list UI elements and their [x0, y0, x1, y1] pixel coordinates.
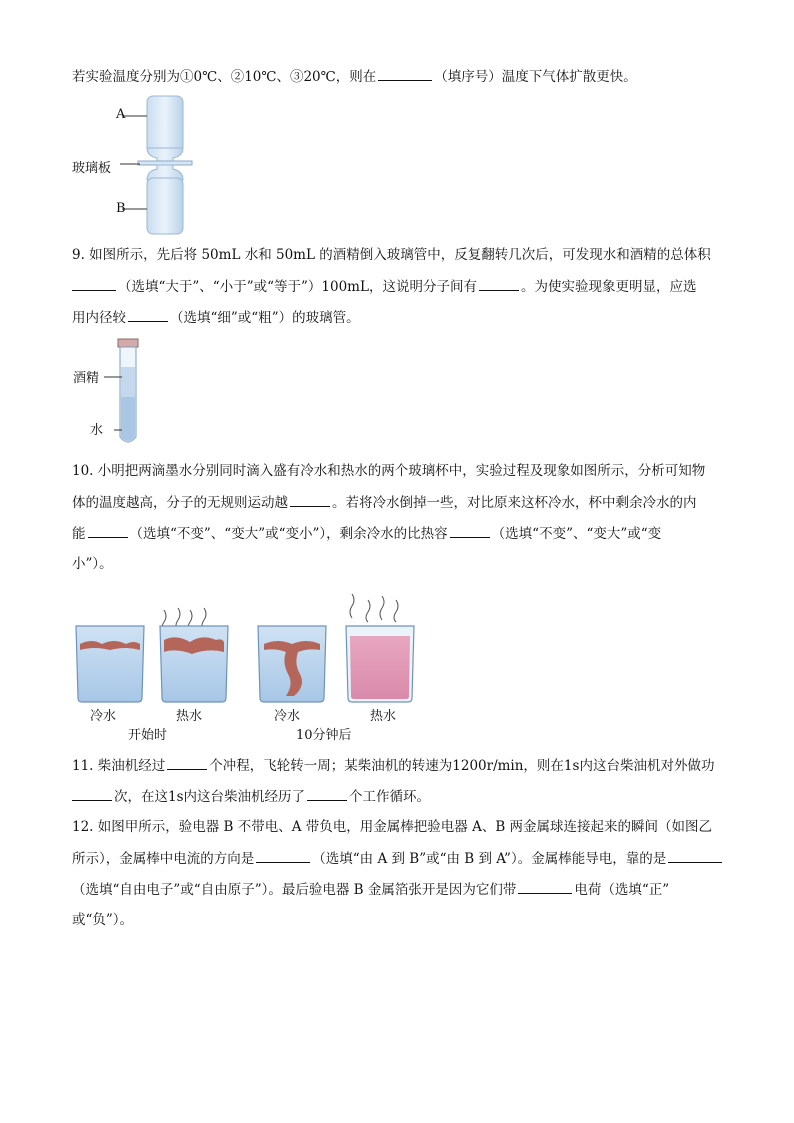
answer-blank[interactable] [72, 276, 116, 291]
beakers-figure [72, 586, 432, 716]
label-bottle-a: A [116, 107, 126, 122]
answer-blank[interactable] [88, 523, 128, 538]
label-cold-start: 冷水 [90, 709, 117, 724]
beaker-hot-start [160, 608, 228, 702]
answer-blank[interactable] [479, 276, 519, 291]
q9-line-2: （选填“大于”、“小于”或“等于”）100mL，这说明分子间有 。为使实验现象更明显，应选 [72, 276, 696, 297]
beaker-cold-after [258, 626, 326, 702]
beaker-hot-after [346, 594, 414, 702]
answer-blank[interactable] [290, 492, 330, 507]
label-hot-after: 热水 [370, 709, 397, 724]
gas-bottles-figure [110, 92, 250, 242]
answer-blank[interactable] [378, 66, 432, 81]
q11-line-1: 11. 柴油机经过 个冲程，飞轮转一周；某柴油机的转速为1200r/min，则在1s内这台柴油机对外做功 [72, 755, 714, 776]
label-bottle-b: B [116, 201, 126, 216]
label-water: 水 [90, 423, 104, 438]
q11-line-2: 次，在这1s内这台柴油机经历了 个工作循环。 [72, 786, 430, 807]
q10-line-2: 体的温度越高，分子的无规则运动越 。若将冷水倒掉一些，对比原来这杯冷水，杯中剩余冷水的内 [72, 492, 697, 513]
q12-line-1: 12. 如图甲所示，验电器 B 不带电、A 带负电，用金属棒把验电器 A、B 两金属球连接起来的瞬间（如图乙 [72, 819, 713, 835]
q10-line-3: 能 （选填“不变”、“变大”或“变小”），剩余冷水的比热容 （选填“不变”、“变大”或“变 [72, 523, 661, 544]
label-start-time: 开始时 [128, 728, 168, 743]
answer-blank[interactable] [307, 786, 347, 801]
answer-blank[interactable] [518, 879, 572, 894]
q10-line-1: 10. 小明把两滴墨水分别同时滴入盛有冷水和热水的两个玻璃杯中，实验过程及现象如图所示，分析可知物 [72, 463, 706, 479]
answer-blank[interactable] [128, 307, 168, 322]
q9-line-3: 用内径较 （选填“细”或“粗”）的玻璃管。 [72, 307, 360, 328]
answer-blank[interactable] [256, 848, 310, 863]
glass-tube-figure [100, 337, 160, 449]
q12-line-2: 所示），金属棒中电流的方向是 （选填“由 A 到 B”或“由 B 到 A”）。金属棒能导电，靠的是 [72, 848, 724, 869]
q12-line-3: （选填“自由电子”或“自由原子”）。最后验电器 B 金属箔张开是因为它们带 电荷（选填“正” [72, 879, 669, 900]
label-glass-plate: 玻璃板 [72, 161, 112, 176]
label-hot-start: 热水 [176, 709, 203, 724]
answer-blank[interactable] [72, 786, 112, 801]
q8-line-1: 若实验温度分别为①0℃、②10℃、③20℃，则在 （填序号）温度下气体扩散更快。 [72, 66, 637, 87]
q12-line-4: 或“负”）。 [72, 912, 134, 928]
label-cold-after: 冷水 [274, 709, 301, 724]
beaker-cold-start [76, 626, 144, 702]
label-alcohol: 酒精 [73, 371, 100, 386]
answer-blank[interactable] [450, 523, 490, 538]
answer-blank[interactable] [668, 848, 722, 863]
label-after-time: 10分钟后 [296, 728, 352, 743]
answer-blank[interactable] [167, 755, 207, 770]
q10-line-4: 小”）。 [72, 556, 113, 572]
q9-line-1: 9. 如图所示，先后将 50mL 水和 50mL 的酒精倒入玻璃管中，反复翻转几次后，可发现水和酒精的总体积 [72, 247, 711, 263]
